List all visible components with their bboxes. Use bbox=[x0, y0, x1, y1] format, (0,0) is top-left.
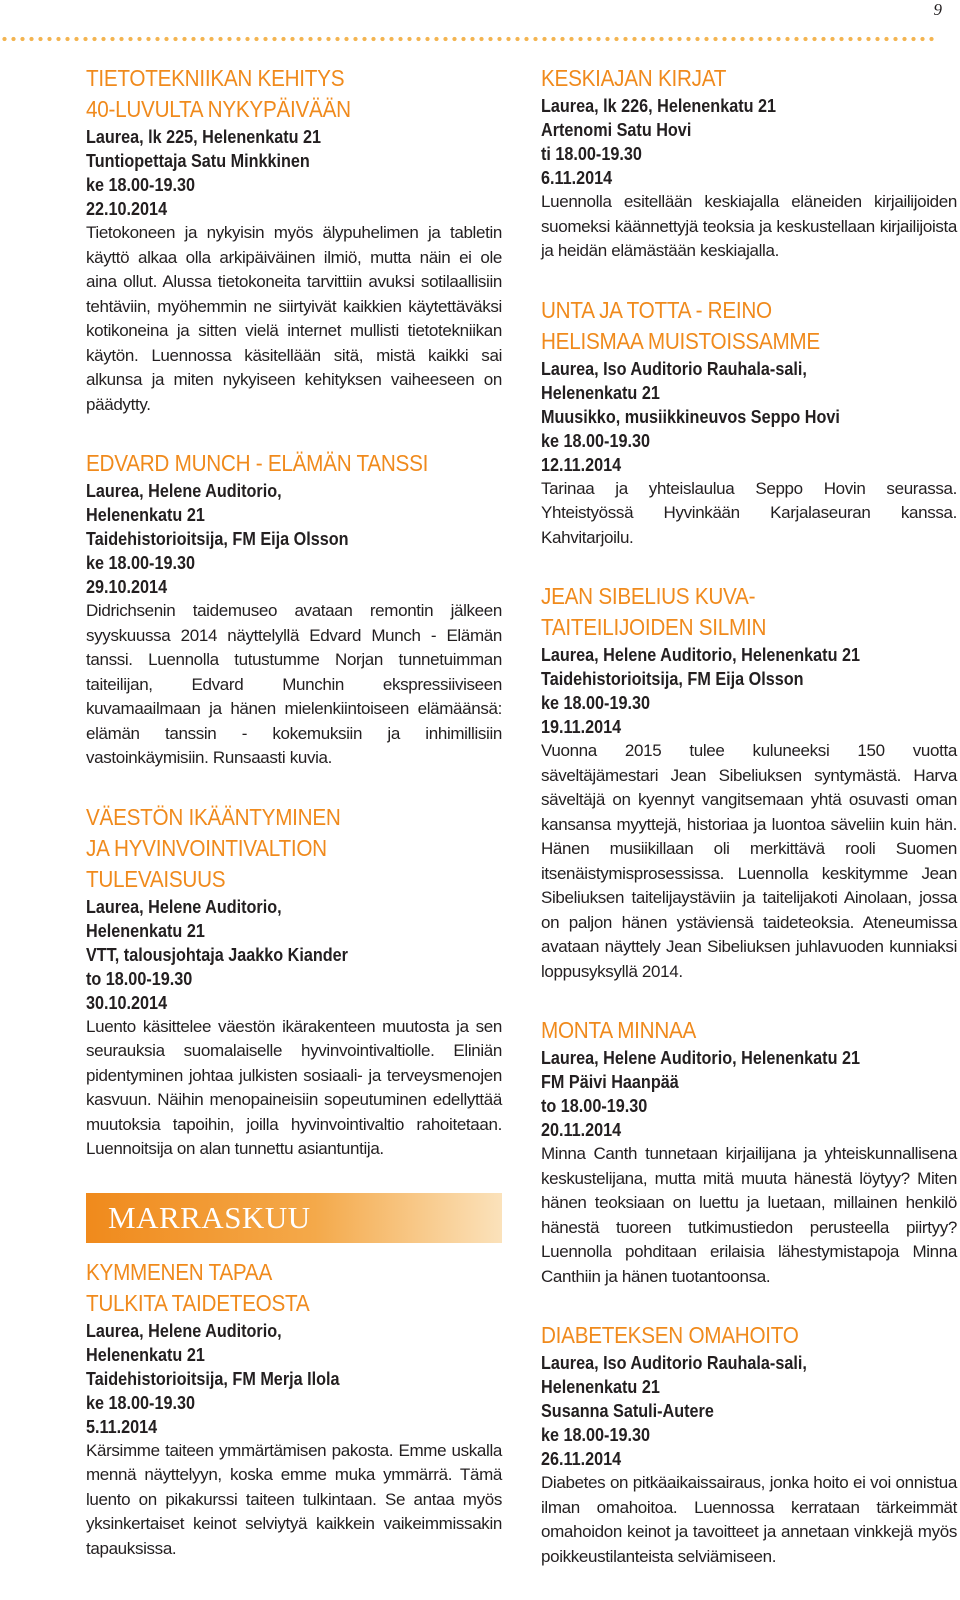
lecture-info-line: to 18.00-19.30 bbox=[86, 968, 193, 989]
lecture-info-line: ke 18.00-19.30 bbox=[86, 175, 195, 195]
lecture-info-line: Laurea, Iso Auditorio Rauhala-sali, bbox=[541, 1353, 807, 1373]
month-banner-label: MARRASKUU bbox=[108, 1199, 311, 1235]
page-number: 9 bbox=[933, 0, 942, 19]
lecture-description: Luento käsittelee väestön ikärakenteen muutosta ja sen seurauksia suomalaiselle hyvinvointivaltiolle. Eliniän pidentyminen johtaa julkisten sosiaali- ja terveysmenojen kasvuun. Näihin menopaineisiin sopeutuminen edellyttää muutoksia tapoihin, joilla hyvinvointivaltio rahoitetaan. Luennoitsija on alan tunnettu asiantuntija. bbox=[86, 1016, 502, 1158]
lecture-title: DIABETEKSEN OMAHOITO bbox=[541, 1322, 799, 1348]
lecture-title: HELISMAA MUISTOISSAMME bbox=[541, 327, 820, 354]
lecture-info-line: ke 18.00-19.30 bbox=[86, 1392, 195, 1413]
lecture-info-line: Taidehistorioitsija, FM Eija Olsson bbox=[86, 529, 349, 549]
lecture-info-line: Laurea, Helene Auditorio, bbox=[86, 896, 282, 917]
lecture-entry bbox=[541, 63, 957, 264]
lecture-entry bbox=[86, 448, 502, 771]
lecture-info-line: Muusikko, musiikkineuvos Seppo Hovi bbox=[541, 406, 840, 427]
lecture-date: 29.10.2014 bbox=[86, 577, 168, 597]
lecture-info-line: ke 18.00-19.30 bbox=[541, 1425, 650, 1445]
lecture-info-line: Helenenkatu 21 bbox=[86, 920, 205, 941]
lecture-date: 12.11.2014 bbox=[541, 454, 622, 475]
right-column bbox=[541, 63, 957, 1600]
lecture-description: Tarinaa ja yhteislaulua Seppo Hovin seurassa. Yhteistyössä Hyvinkään Karjalaseuran kanssa. Kahvitarjoilu. bbox=[541, 478, 957, 547]
lecture-date: 22.10.2014 bbox=[86, 199, 168, 219]
lecture-info-line: ke 18.00-19.30 bbox=[541, 693, 650, 713]
lecture-description: Kärsimme taiteen ymmärtämisen pakosta. Emme uskalla mennä näyttelyyn, koska emme muka ymmärrä. Tämä luento on pikakurssi taiteen tulkintaan. Se antaa myös yksinkertaiset keinot selviytyä kaikkein vaikeimmissakin tapauksissa. bbox=[86, 1440, 502, 1558]
lecture-description: Tietokoneen ja nykyisin myös älypuhelimen ja tabletin käyttö alkaa olla arkipäiväinen ilmiö, mutta näin ei ole aina ollut. Alussa tietokoneita tarvittiin avuksi sotilaallisiin tehtäviin, myöhemmin ne siirtyivät kaikkien käytettäväksi kotikoneina ja sitten vielä internet mullisti tietotekniikan käytön. Luennossa käsitellään sitä, mistä kaikki sai alkunsa ja miten nykyiseen kehityksen vaiheeseen on päädytty. bbox=[86, 223, 502, 414]
lecture-entry bbox=[541, 581, 957, 984]
lecture-title: MONTA MINNAA bbox=[541, 1017, 697, 1043]
dotted-header-rule bbox=[0, 36, 935, 42]
lecture-description: Luennolla esitellään keskiajalla eläneiden kirjailijoiden suomeksi käännettyjä teoksia ja keskustellaan kirjailijoista ja heidän elämästään keskiajalla. bbox=[541, 192, 957, 260]
lecture-entry bbox=[541, 1320, 957, 1569]
lecture-title: TIETOTEKNIIKAN KEHITYS bbox=[86, 65, 345, 91]
lecture-info-line: FM Päivi Haanpää bbox=[541, 1072, 679, 1092]
lecture-title: EDVARD MUNCH - ELÄMÄN TANSSI bbox=[86, 450, 429, 476]
left-column bbox=[86, 63, 502, 1592]
lecture-title: TULEVAISUUS bbox=[86, 865, 226, 892]
lecture-title: TULKITA TAIDETEOSTA bbox=[86, 1289, 310, 1316]
lecture-date: 26.11.2014 bbox=[541, 1449, 622, 1469]
lecture-description: Vuonna 2015 tulee kuluneeksi 150 vuotta säveltäjämestari Jean Sibeliuksen syntymästä. Harva säveltäjä on kyennyt vangitsemaan yhtä osuvasti oman kansansa myyttejä, historiaa ja luontoa säveliin kuin hän. Hänen musiikillaan oli merkittävä rooli Suomen itsenäistymisprosessissa. Luennolla keskitymme Jean Sibeliuksen taitelijaystäviin ja taitelijakoti Ainolaan, jossa on paljon hänen ystäviensä taideteoksia. Ateneumissa avataan näyttely Jean Sibeliuksen juhlavuoden kunniaksi loppusyksyllä 2014. bbox=[541, 741, 957, 981]
lecture-date: 30.10.2014 bbox=[86, 992, 168, 1013]
lecture-entry bbox=[541, 295, 957, 551]
lecture-info-line: Taidehistorioitsija, FM Eija Olsson bbox=[541, 669, 804, 689]
lecture-title: TAITEILIJOIDEN SILMIN bbox=[541, 614, 767, 640]
lecture-date: 19.11.2014 bbox=[541, 717, 622, 737]
lecture-info-line: Laurea, lk 226, Helenenkatu 21 bbox=[541, 96, 777, 116]
lecture-info-line: Helenenkatu 21 bbox=[541, 382, 660, 403]
lecture-date: 20.11.2014 bbox=[541, 1120, 622, 1140]
lecture-info-line: Taidehistorioitsija, FM Merja Ilola bbox=[86, 1368, 340, 1389]
lecture-info-line: Susanna Satuli-Autere bbox=[541, 1401, 714, 1421]
lecture-info-line: Helenenkatu 21 bbox=[541, 1377, 660, 1397]
lecture-date: 5.11.2014 bbox=[86, 1416, 158, 1437]
lecture-info-line: ti 18.00-19.30 bbox=[541, 144, 642, 164]
lecture-info-line: ke 18.00-19.30 bbox=[541, 430, 650, 451]
lecture-entry bbox=[86, 63, 502, 417]
lecture-info-line: Laurea, Helene Auditorio, bbox=[86, 481, 282, 501]
lecture-description: Minna Canth tunnetaan kirjailijana ja yhteiskunnallisena keskustelijana, mutta mitä muuta hänestä löytyy? Miten hänen teoksiaan on luettu ja luetaan, millainen henkilö hänestä tuoreen tutkimustiedon perusteella piirtyy? Luennolla pohditaan erilaisia lähestymistapoja Minna Canthiin ja hänen tuotantoonsa. bbox=[541, 1144, 957, 1286]
lecture-title: KYMMENEN TAPAA bbox=[86, 1258, 273, 1285]
lecture-info-line: ke 18.00-19.30 bbox=[86, 553, 195, 573]
lecture-entry bbox=[86, 1257, 502, 1562]
lecture-entry bbox=[86, 802, 502, 1162]
lecture-info-line: Laurea, Helene Auditorio, Helenenkatu 21 bbox=[541, 1048, 860, 1068]
lecture-info-line: Artenomi Satu Hovi bbox=[541, 120, 692, 140]
lecture-title: JA HYVINVOINTIVALTION bbox=[86, 834, 327, 861]
lecture-description: Diabetes on pitkäaikaissairaus, jonka hoito ei voi onnistua ilman omahoitoa. Luennossa kerrataan tärkeimmät omahoidon keinot ja tavoitteet ja annetaan vinkkejä myös poikkeustilanteista selviämiseen. bbox=[541, 1473, 957, 1566]
lecture-date: 6.11.2014 bbox=[541, 168, 613, 188]
lecture-title: UNTA JA TOTTA - REINO bbox=[541, 296, 772, 323]
lecture-info-line: VTT, talousjohtaja Jaakko Kiander bbox=[86, 944, 348, 965]
lecture-info-line: Laurea, Helene Auditorio, Helenenkatu 21 bbox=[541, 645, 860, 665]
lecture-title: VÄESTÖN IKÄÄNTYMINEN bbox=[86, 803, 341, 830]
month-banner bbox=[86, 1193, 502, 1243]
lecture-title: 40-LUVULTA NYKYPÄIVÄÄN bbox=[86, 96, 351, 122]
lecture-info-line: Laurea, Helene Auditorio, bbox=[86, 1320, 282, 1341]
lecture-info-line: Helenenkatu 21 bbox=[86, 1344, 205, 1365]
lecture-info-line: Laurea, lk 225, Helenenkatu 21 bbox=[86, 127, 322, 147]
lecture-info-line: Helenenkatu 21 bbox=[86, 505, 205, 525]
lecture-title: KESKIAJAN KIRJAT bbox=[541, 65, 727, 91]
lecture-info-line: Laurea, Iso Auditorio Rauhala-sali, bbox=[541, 358, 807, 379]
lecture-description: Didrichsenin taidemuseo avataan remontin jälkeen syyskuussa 2014 näyttelyllä Edvard Munch - Elämän tanssi. Luennolla tutustumme Norjan tunnetuimman taiteilijan, Edvard Munchin ekspressiiviseen kuvamaailmaan ja hänen mielenkiintoiseen elämäänsä: elämän tanssin - kokemuksiin ja inhimillisiin vastoinkäymisiin. Runsaasti kuvia. bbox=[86, 601, 502, 767]
lecture-title: JEAN SIBELIUS KUVA- bbox=[541, 583, 756, 609]
lecture-info-line: to 18.00-19.30 bbox=[541, 1096, 648, 1116]
lecture-info-line: Tuntiopettaja Satu Minkkinen bbox=[86, 151, 310, 171]
lecture-entry bbox=[541, 1015, 957, 1289]
